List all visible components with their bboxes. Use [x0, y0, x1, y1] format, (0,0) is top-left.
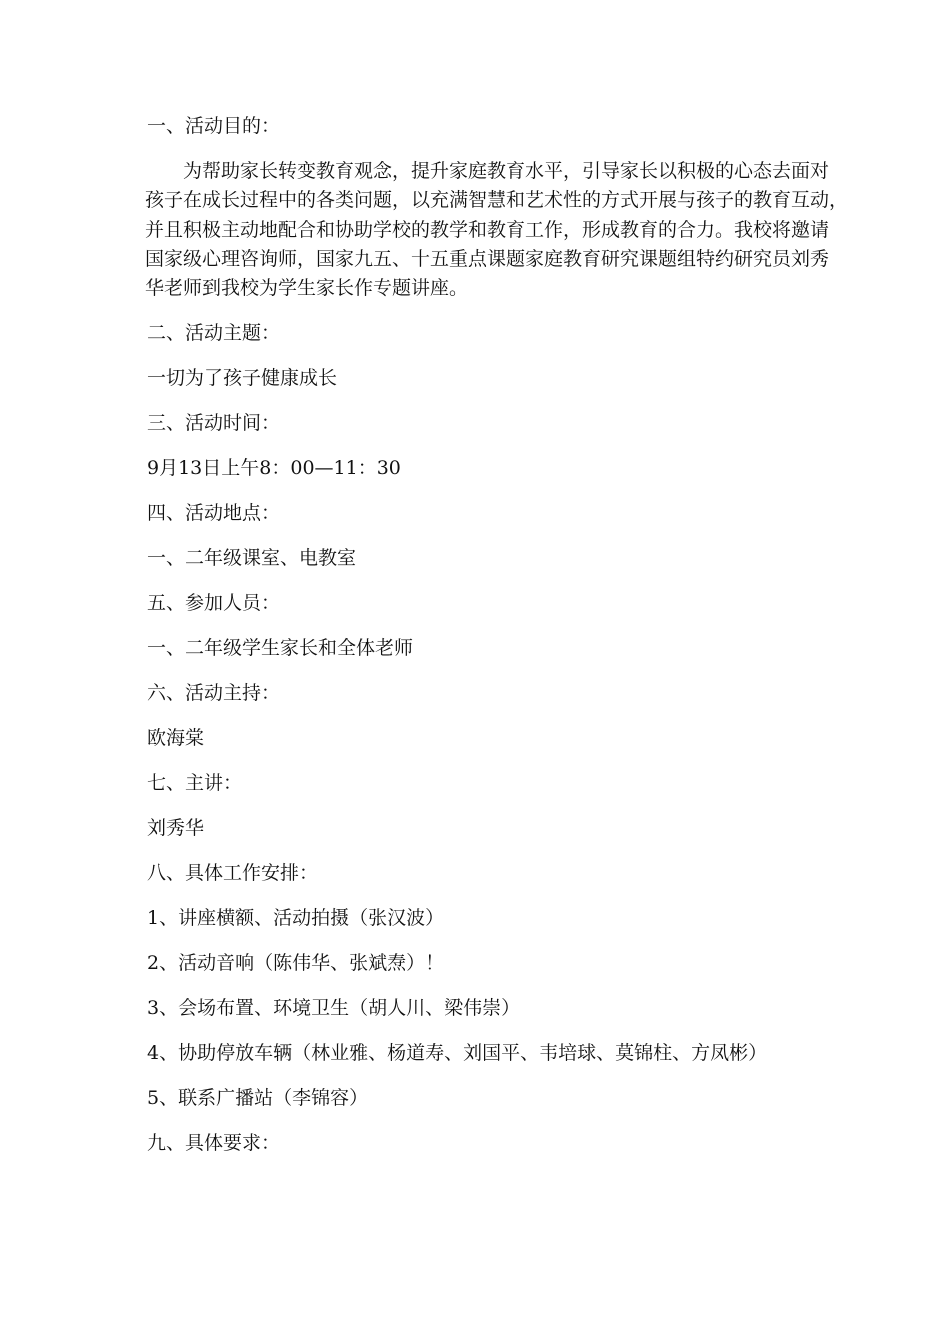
section-heading-requirements: 九、具体要求：	[147, 1132, 281, 1155]
section-heading-location: 四、活动地点：	[147, 502, 281, 525]
time-text: 9月13日上午8：00—11：30	[147, 457, 401, 480]
arrangement-item: 1、讲座横额、活动拍摄（张汉波）	[147, 907, 445, 930]
document-body	[145, 112, 849, 1174]
host-text: 欧海棠	[147, 727, 205, 750]
section-heading-purpose: 一、活动目的：	[147, 115, 281, 137]
section-heading-speaker: 七、主讲：	[147, 772, 243, 795]
arrangement-item: 3、会场布置、环境卫生（胡人川、梁伟崇）	[147, 997, 521, 1020]
section-heading-theme: 二、活动主题：	[147, 322, 281, 345]
section-heading-host: 六、活动主持：	[147, 682, 281, 705]
purpose-paragraph	[145, 157, 849, 303]
paragraph-line: 华老师到我校为学生家长作专题讲座。	[145, 277, 469, 300]
location-text: 一、二年级课室、电教室	[147, 547, 357, 570]
paragraph-line: 孩子在成长过程中的各类问题，以充满智慧和艺术性的方式开展与孩子的教育互动，	[145, 189, 849, 212]
paragraph-line: 国家级心理咨询师，国家九五、十五重点课题家庭教育研究课题组特约研究员刘秀	[145, 247, 830, 270]
section-heading-time: 三、活动时间：	[147, 412, 281, 435]
section-heading-participants: 五、参加人员：	[147, 592, 281, 615]
speaker-text: 刘秀华	[147, 817, 205, 840]
arrangement-item: 5、联系广播站（李锦容）	[147, 1087, 369, 1110]
theme-text: 一切为了孩子健康成长	[147, 367, 338, 390]
paragraph-line: 并且积极主动地配合和协助学校的教学和教育工作，形成教育的合力。我校将邀请	[145, 218, 830, 241]
arrangement-item: 4、协助停放车辆（林业雅、杨道寿、刘国平、韦培球、莫锦柱、方凤彬）	[147, 1042, 768, 1065]
arrangement-item: 2、活动音响（陈伟华、张斌焘）！	[147, 952, 445, 975]
section-heading-arrangements: 八、具体工作安排：	[147, 862, 319, 885]
paragraph-line: 为帮助家长转变教育观念，提升家庭教育水平，引导家长以积极的心态去面对	[183, 160, 830, 182]
participants-text: 一、二年级学生家长和全体老师	[147, 637, 414, 660]
